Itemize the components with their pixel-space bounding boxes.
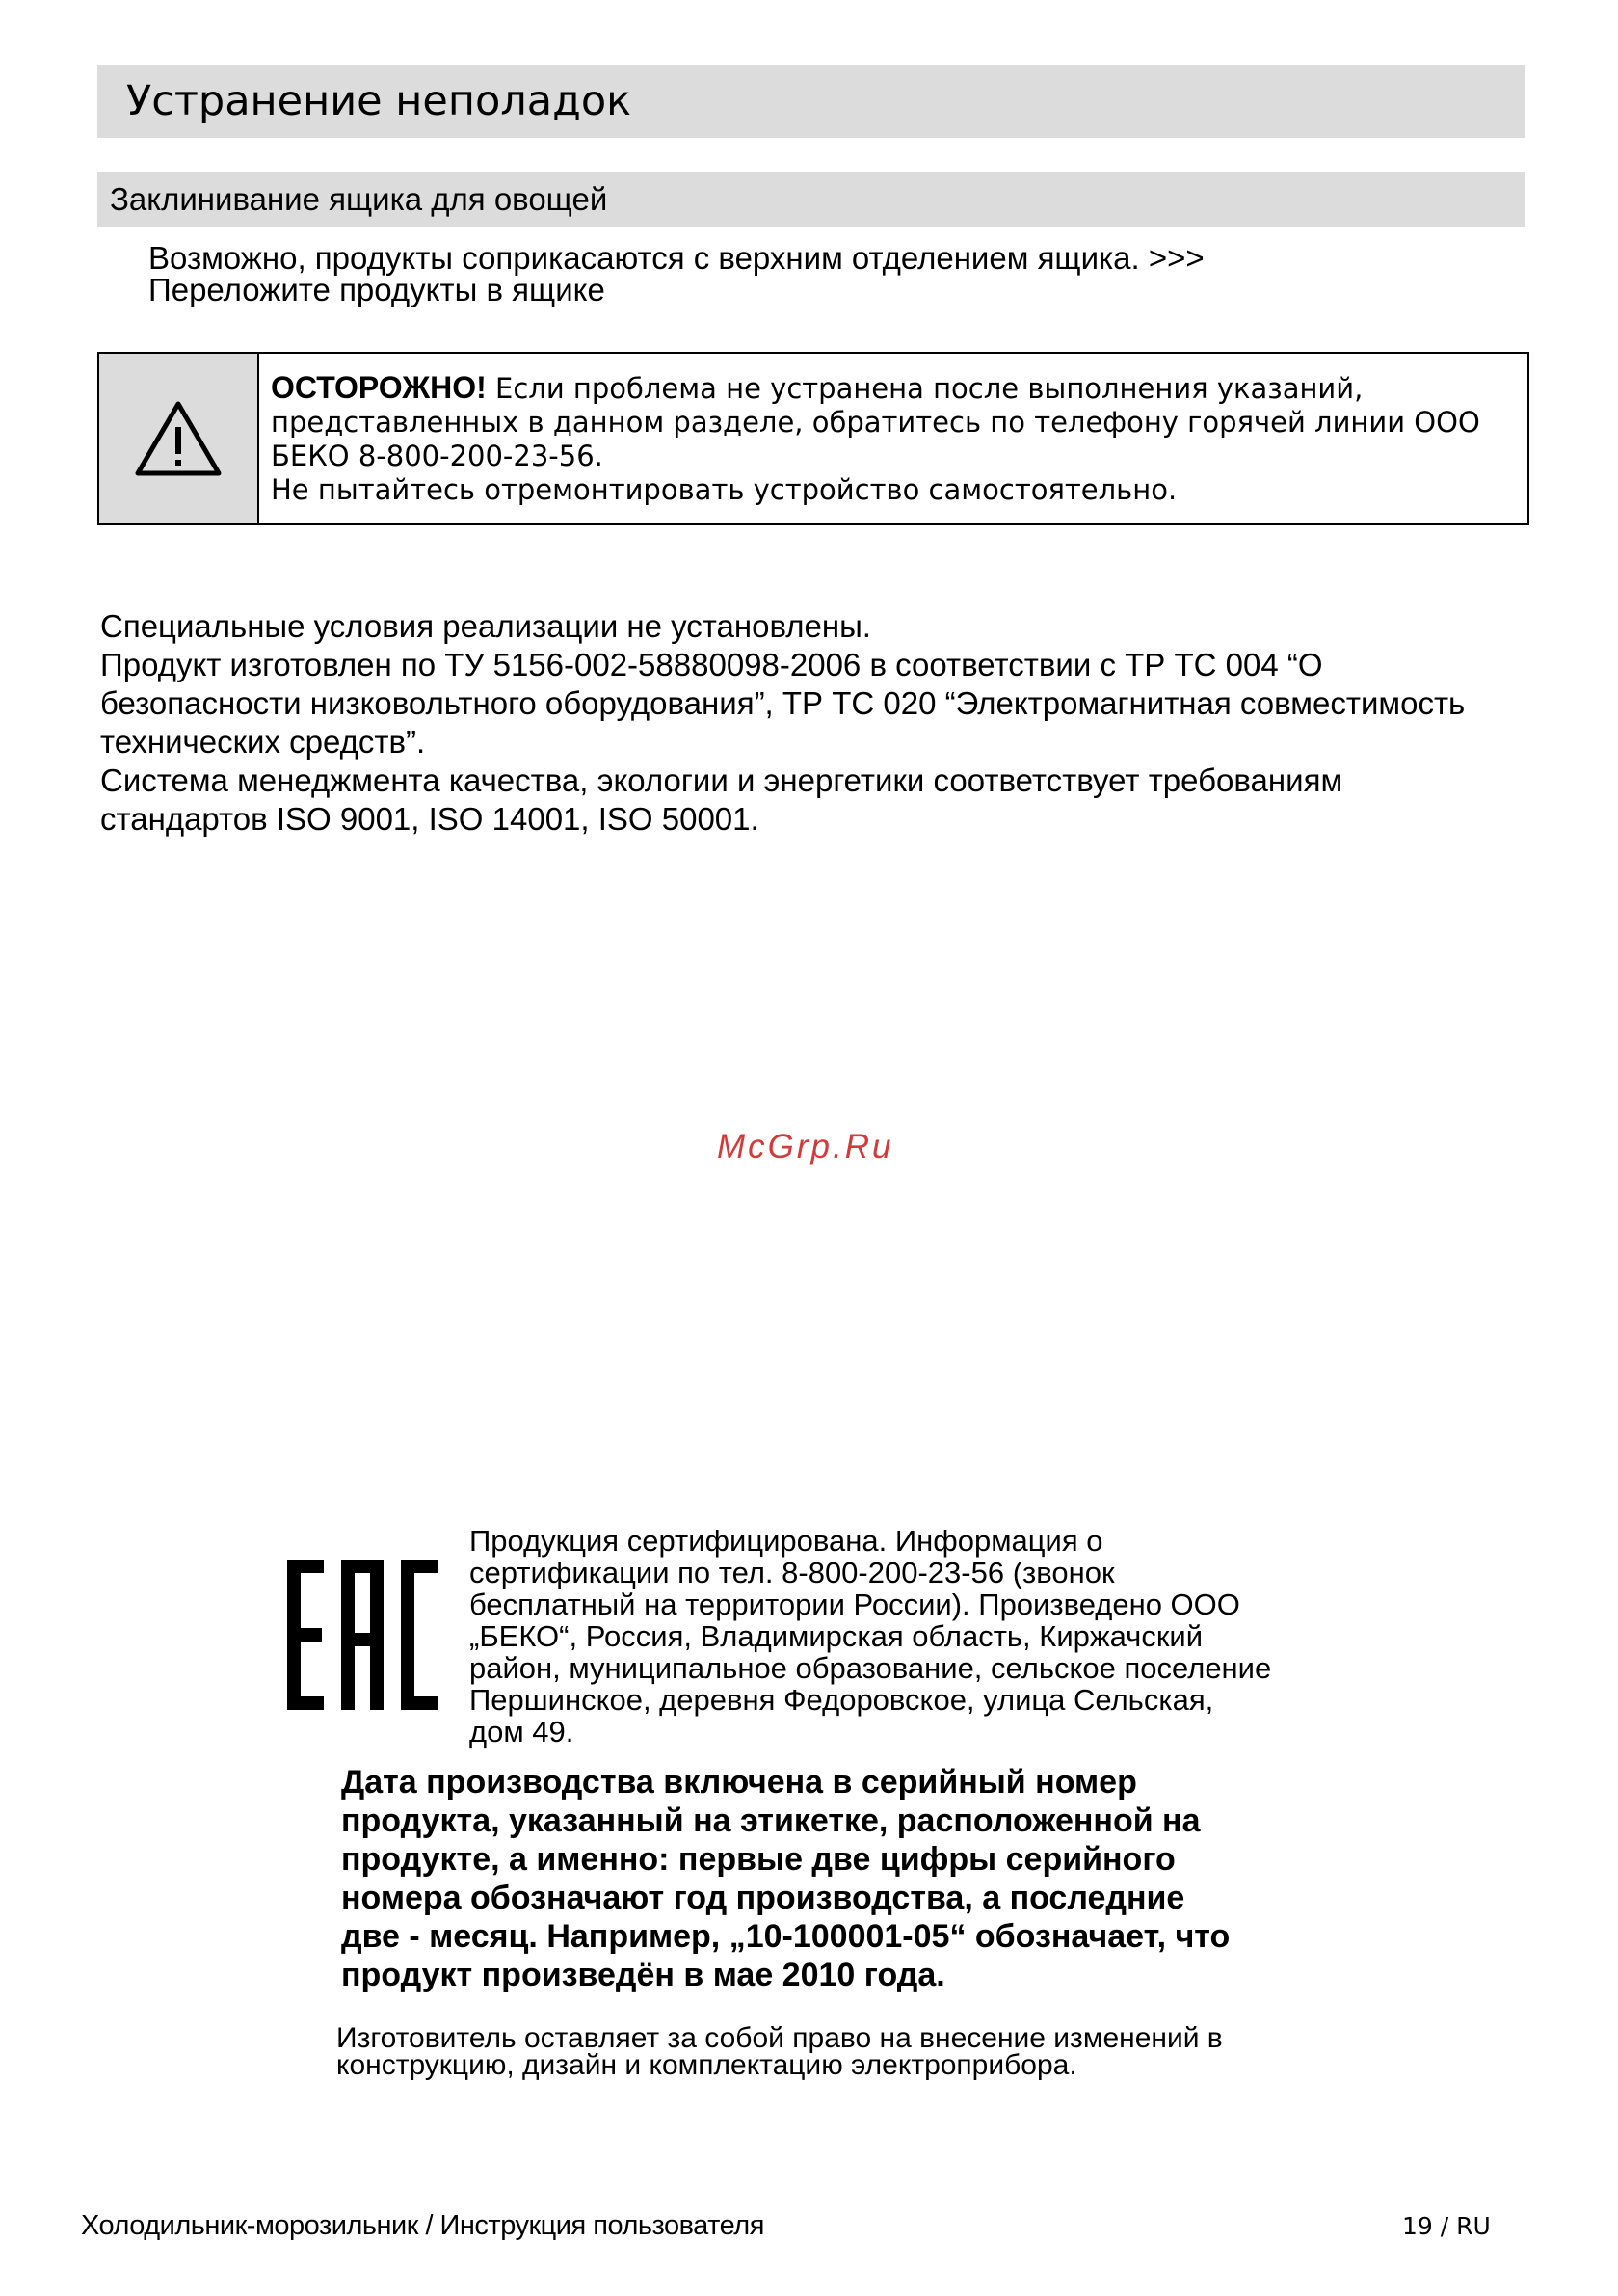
warning-line: представленных в данном разделе, обратитесь по телефону горячей линии ООО [271,406,1480,439]
certification-line: Першинское, деревня Федоровское, улица Сельская, [469,1683,1214,1717]
production-date-line: продукт произведён в мае 2010 года. [341,1957,945,1993]
certification-line: дом 49. [469,1715,574,1749]
warning-line: Если проблема не устранена после выполнения указаний, [486,372,1364,405]
subsection-title: Заклинивание ящика для овощей [110,180,608,217]
solution-line: Переложите продукты в ящике [148,272,605,307]
warning-label: ОСТОРОЖНО! [271,370,487,405]
rights-line: конструкцию, дизайн и комплектацию электроприбора. [336,2049,1077,2081]
certification-text [469,1525,1375,1748]
conditions-line: Продукт изготовлен по ТУ 5156-002-58880098-2006 в соответствии с ТР ТС 004 “О [100,647,1323,682]
conditions-line: технических средств”. [100,724,426,760]
warning-line: Не пытайтесь отремонтировать устройство самостоятельно. [271,473,1178,506]
production-date-line: номера обозначают год производства, а последние [341,1880,1185,1916]
certification-line: район, муниципальное образование, сельское поселение [469,1651,1272,1685]
warning-box [97,352,1529,525]
conditions-line: безопасности низковольтного оборудования”, ТР ТС 020 “Электромагнитная совместимость [100,685,1466,721]
warning-icon-cell [99,354,259,523]
eac-logo [285,1558,439,1712]
warning-triangle-icon [134,400,223,477]
production-date-line: продукта, указанный на этикетке, расположенной на [341,1802,1201,1839]
conditions-line: Система менеджмента качества, экологии и энергетики соответствует требованиям [100,762,1343,798]
watermark: McGrp.Ru [717,1128,894,1165]
subsection-header-bar [97,172,1525,227]
production-date-text [341,1763,1382,1994]
production-date-line: продукте, а именно: первые две цифры серийного [341,1841,1176,1878]
production-date-line: Дата производства включена в серийный номер [341,1764,1137,1801]
footer-document-title: Холодильник-морозильник / Инструкция пользователя [81,2210,764,2241]
solution-text [148,242,1478,306]
certification-line: Продукция сертифицирована. Информация о [469,1524,1103,1558]
certification-line: сертификации по тел. 8-800-200-23-56 (звонок [469,1556,1115,1589]
conditions-line: Специальные условия реализации не установлены. [100,608,871,644]
rights-line: Изготовитель оставляет за собой право на внесение изменений в [336,2022,1223,2054]
section-header-bar [97,65,1525,138]
certification-line: бесплатный на территории России). Произведено ООО [469,1588,1240,1621]
solution-line: Возможно, продукты соприкасаются с верхним отделением ящика. >>> [148,240,1205,276]
warning-text [259,354,1480,523]
conditions-line: стандартов ISO 9001, ISO 14001, ISO 50001. [100,801,759,837]
rights-text [336,2022,1396,2081]
warning-line: БЕКО 8-800-200-23-56. [271,440,603,472]
conditions-text [100,607,1604,839]
footer-page-number: 19 / RU [1402,2212,1491,2240]
page-title: Устранение неполадок [126,77,632,125]
production-date-line: две - месяц. Например, „10-100001-05“ обозначает, что [341,1918,1231,1955]
certification-line: „БЕКО“, Россия, Владимирская область, Киржачский [469,1619,1204,1653]
